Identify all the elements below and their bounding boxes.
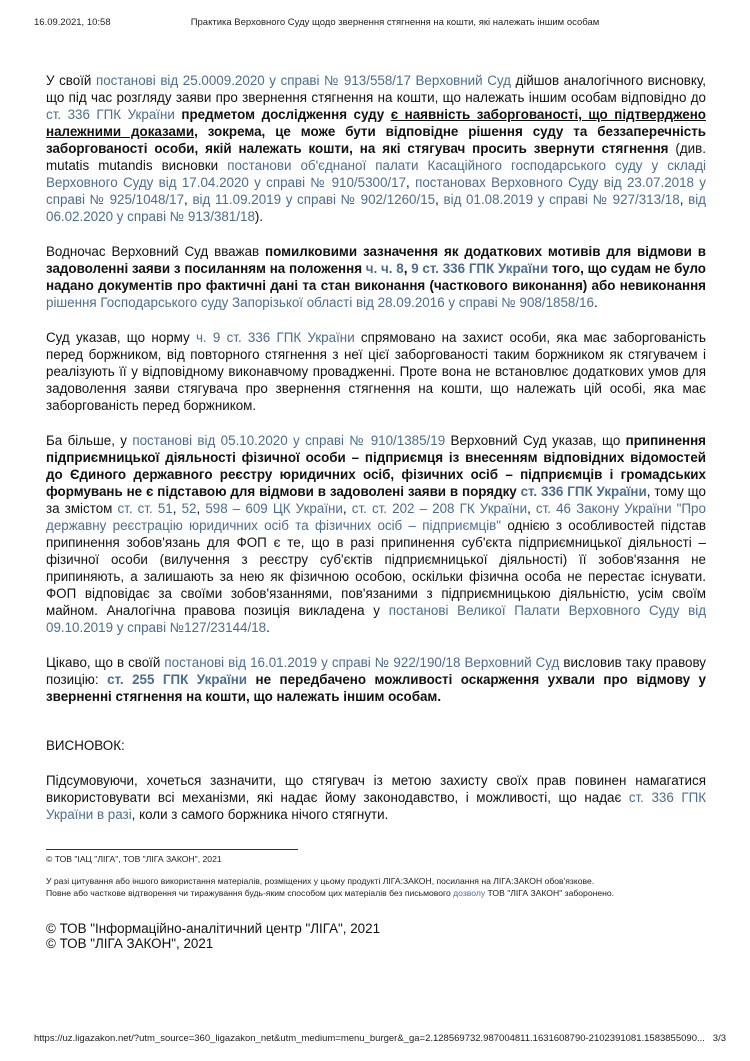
text: однією з особливостей підстав припинення зобов'язань для ФОП є те, що в разі припинення суб'єкта підприємницької діяльності – фізичної особи (вилучення з реєстру суб'єктів підприємницької діяльності) її зобов'язання не припиняють, а залишають за нею як фізичною особою, оскільки фізична особа не перестає існувати. ФОП відповідає за своїми зобов'язаннями, пов'язаними з підприємницькою діяльністю, усім своїм майном. Аналогічна правова позиція викладена у bbox=[46, 518, 706, 618]
text: , bbox=[184, 192, 193, 207]
text: (див. mutatis mutandis висновки bbox=[46, 141, 706, 173]
law-article-link[interactable] bbox=[107, 672, 247, 687]
text: Ба більше, у bbox=[46, 433, 133, 448]
permission-link[interactable]: дозволу bbox=[453, 888, 486, 898]
law-article-link[interactable] bbox=[521, 484, 647, 499]
bold-text: того, що судам не було надано документів про фактичні дані та стан виконання (часткового виконання) або невиконання bbox=[46, 261, 706, 293]
ruling-link[interactable]: постанови об'єднаної палати Касаційного господарського суду у складі Верховного Суду від 17.04.2020 у справі № 910/5300/17 bbox=[46, 158, 706, 190]
reproduction-notice bbox=[46, 887, 706, 899]
text: , bbox=[527, 501, 536, 516]
text: Водночас Верховний Суд вважав bbox=[46, 244, 266, 259]
law-article-link[interactable]: 598 – 609 ЦК України bbox=[205, 501, 343, 516]
text: дійшов аналогічного висновку, що під час розгляду заяви про звернення стягнення на кошти, що належать іншим особам відповідно до bbox=[46, 73, 706, 105]
ruling-link[interactable]: постанові Великої Палати Верховного Суду від 09.10.2019 у справі №127/23144/18 bbox=[46, 603, 707, 635]
print-header bbox=[34, 17, 716, 31]
link-label: ст. 255 ГПК України bbox=[107, 672, 248, 687]
text: . bbox=[266, 620, 270, 635]
link-label: 9 ст. 336 ГПК України bbox=[411, 261, 549, 276]
text: , bbox=[342, 501, 352, 516]
law-article-link[interactable]: ч. 9 ст. 336 ГПК України bbox=[195, 330, 355, 345]
law-article-link[interactable] bbox=[411, 261, 548, 276]
text: Суд указав, що норму bbox=[46, 330, 196, 345]
text: ТОВ "ЛІГА ЗАКОН" заборонено. bbox=[485, 888, 615, 898]
law-article-link[interactable]: ст. ст. 202 – 208 ГК України bbox=[351, 501, 528, 516]
ruling-link[interactable]: постанові від 05.10.2020 у справі № 910/1385/19 bbox=[132, 433, 446, 448]
copyright-line: © ТОВ "Інформаційно-аналітичний центр "ЛІГА", 2021 bbox=[46, 921, 381, 936]
link-label: ст. 336 ГПК України bbox=[520, 484, 647, 499]
text: ). bbox=[254, 209, 264, 224]
citation-notice: У разі цитування або іншого використання матеріалів, розміщених у цьому продукті ЛІГА:ЗАКОН, посилання на ЛІГА:ЗАКОН обов'язкове. bbox=[46, 876, 595, 886]
law-article-link[interactable]: ст. 336 ГПК України bbox=[46, 107, 175, 122]
text: , bbox=[172, 501, 182, 516]
ruling-link[interactable]: від 06.02.2020 у справі № 913/381/18 bbox=[46, 192, 706, 224]
print-url: https://uz.ligazakon.net/?utm_source=360_ligazakon_net&utm_medium=menu_burger&_ga=2.128569732.987004811.1631608790-2102391081.1583855090... bbox=[34, 1033, 705, 1044]
text: Повне або часткове відтворення чи тиражування будь-яким способом цих матеріалів без письмового bbox=[46, 888, 454, 898]
text: Цікаво, що в своїй bbox=[46, 655, 165, 670]
copyright-block bbox=[46, 921, 706, 951]
ruling-link[interactable]: постанові від 25.0009.2020 у справі № 913/558/17 Верховний Суд bbox=[95, 73, 511, 88]
ruling-link[interactable]: від 11.09.2019 у справі № 902/1260/15 bbox=[192, 192, 436, 207]
footnote-divider bbox=[46, 849, 298, 850]
bold-text: не передбачено можливості оскарження ухвали про відмову у зверненні стягнення на кошти, що належать іншим особам. bbox=[46, 672, 706, 704]
copyright-line: © ТОВ "ЛІГА ЗАКОН", 2021 bbox=[46, 936, 214, 951]
text: , bbox=[406, 175, 416, 190]
bold-text: помилковими зазначення як додаткових мотивів для відмови в задоволенні заяви з посиланням на положення bbox=[46, 244, 706, 276]
ruling-link[interactable]: від 01.08.2019 у справі № 927/313/18 bbox=[443, 192, 680, 207]
footnote-block bbox=[46, 853, 706, 899]
text: , bbox=[435, 192, 444, 207]
text: Верховний Суд указав, що bbox=[445, 433, 626, 448]
conclusion-heading: ВИСНОВОК: bbox=[46, 738, 125, 753]
print-datetime: 16.09.2021, 10:58 bbox=[34, 17, 111, 28]
text: У своїй bbox=[46, 73, 96, 88]
page-number: 3/3 bbox=[712, 1033, 726, 1044]
paragraph-5 bbox=[46, 654, 706, 705]
link-label: ч. ч. 8 bbox=[365, 261, 404, 276]
text: , коли з самого боржника нічого стягнути. bbox=[131, 807, 389, 822]
paragraph-4 bbox=[46, 432, 706, 636]
ruling-link[interactable]: постановах Верховного Суду від 23.07.2018 у справі № 925/1048/17 bbox=[46, 175, 706, 207]
text: висловив таку правову позицію: bbox=[46, 655, 706, 687]
print-footer bbox=[34, 1033, 726, 1047]
bold-text: зокрема, це може бути відповідне рішення суду та беззаперечність заборгованості особи, якій належать кошти, на які стягувач просить звернути стягнення bbox=[46, 124, 706, 156]
ruling-link[interactable]: постанові від 16.01.2019 у справі № 922/190/18 Верховний Суд bbox=[164, 655, 560, 670]
paragraph-6 bbox=[46, 772, 706, 823]
law-article-link[interactable]: 52 bbox=[181, 501, 197, 516]
text: . bbox=[594, 295, 598, 310]
text: Підсумовуючи, хочеться зазначити, що стягувач із метою захисту своїх прав повинен намагатися використовувати всі механізми, які надає йому законодавство, і можливості, що надає bbox=[46, 773, 706, 805]
footnote-copyright: © ТОВ "ІАЦ "ЛІГА", ТОВ "ЛІГА ЗАКОН", 2021 bbox=[46, 854, 222, 864]
text: , bbox=[679, 192, 689, 207]
law-article-link[interactable]: ст. ст. 51 bbox=[117, 501, 173, 516]
text: , bbox=[196, 501, 206, 516]
ruling-link[interactable]: рішення Господарського суду Запорізької області від 28.09.2016 у справі № 908/1858/16 bbox=[46, 295, 594, 310]
bold-text: припинення підприємницької діяльності фізичної особи – підприємця із внесенням відповідних відомостей до Єдиного державного реєстру юридичних осіб, фізичних осіб – підприємців і громадських формувань не є підставою для відмови в задоволені заяви в порядку bbox=[46, 433, 707, 499]
document-body bbox=[46, 72, 706, 951]
paragraph-2 bbox=[46, 243, 706, 311]
law-article-link[interactable]: ст. 46 Закону України "Про державну реєстрацію юридичних осіб та фізичних осіб – підприємців" bbox=[46, 501, 706, 533]
bold-text: , bbox=[403, 261, 412, 276]
print-page-title: Практика Верховного Суду щодо звернення стягнення на кошти, які належать іншим особам bbox=[190, 17, 600, 28]
text: спрямовано на захист особи, яка має заборгованість перед боржником, від повторного стягнення з неї цієї заборгованості таким боржником як стягувачем і реалізують її у відповідному виконавчому провадженні. Проте вона не встановлює додаткових умов для задоволення заяви стягувача про звернення стягнення на кошти, що належать цій особі, яка має заборгованість перед боржником. bbox=[46, 330, 706, 413]
paragraph-1 bbox=[46, 72, 706, 225]
paragraph-3 bbox=[46, 329, 706, 414]
law-article-link[interactable]: ст. 336 ГПК України в разі bbox=[46, 790, 706, 822]
bold-underlined-text: є наявність заборгованості, що підтверджено належними доказами, bbox=[46, 107, 706, 139]
text: , тому що за змістом bbox=[46, 484, 706, 516]
bold-text: предметом дослідження суду bbox=[181, 107, 391, 122]
law-article-link[interactable] bbox=[366, 261, 404, 276]
